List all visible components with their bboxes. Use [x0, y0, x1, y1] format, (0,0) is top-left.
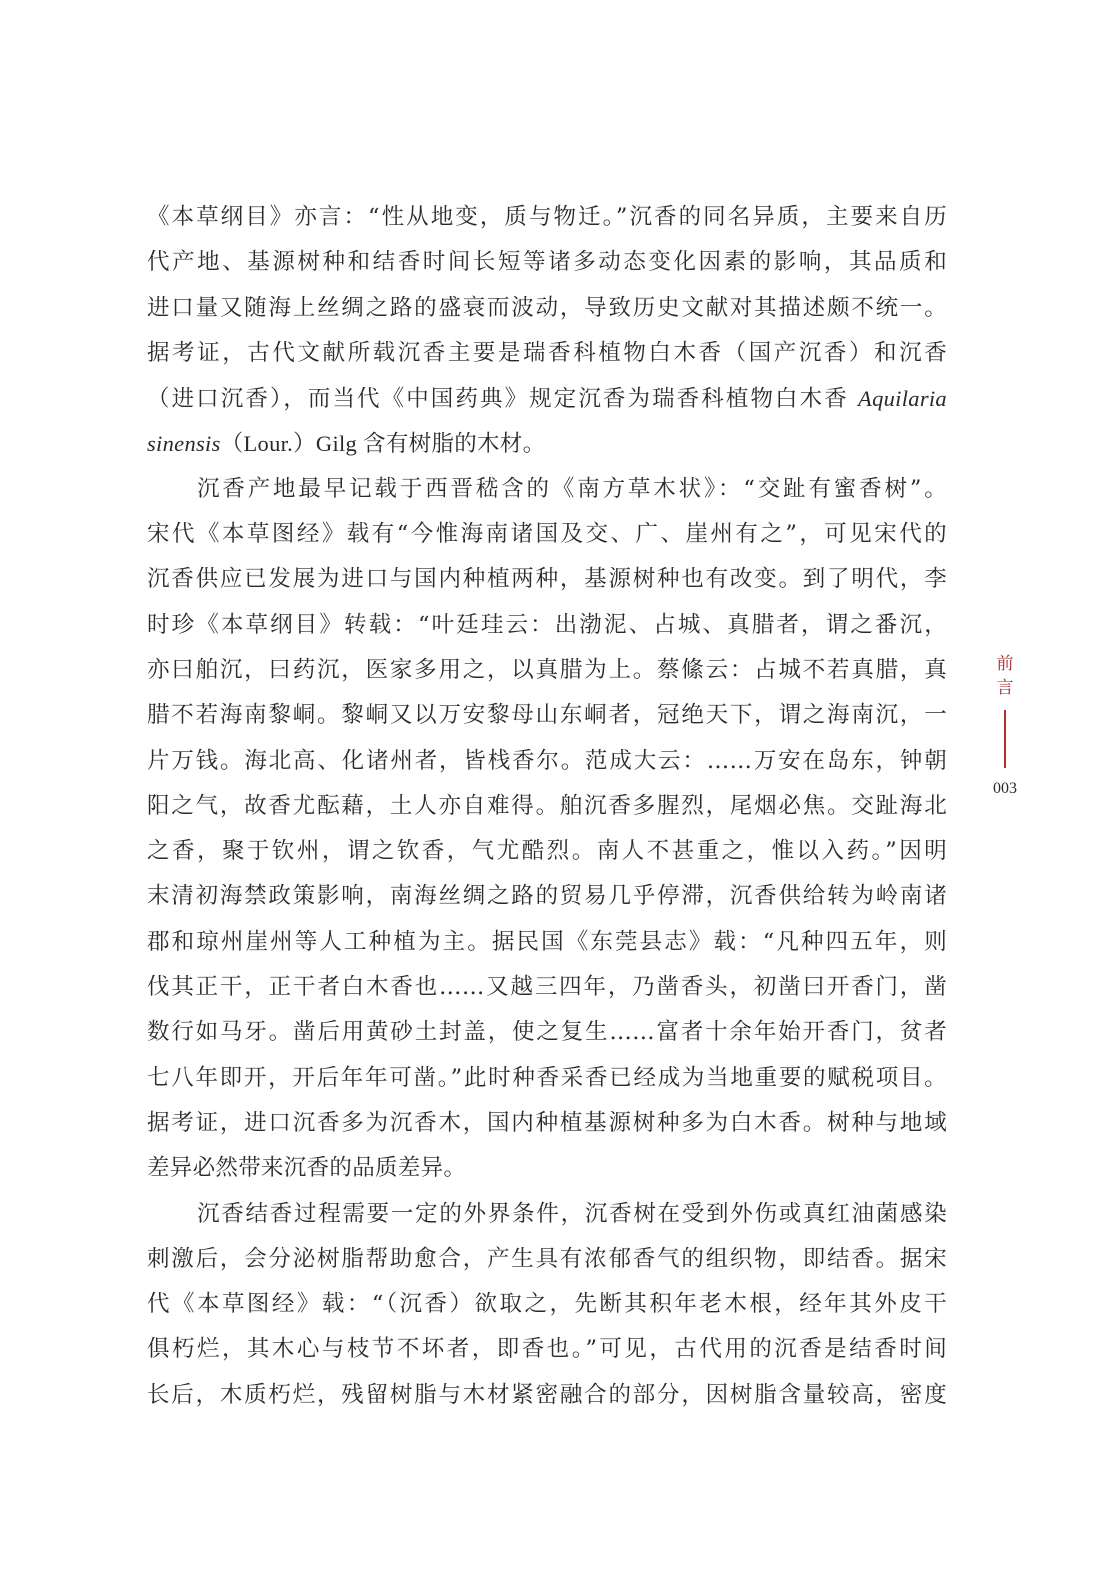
text-line: 沉香供应已发展为进口与国内种植两种，基源树种也有改变。到了明代，李 — [147, 566, 947, 593]
side-marker — [985, 652, 1025, 798]
text-span: （进口沉香），而当代《中国药典》规定沉香为瑞香科植物白木香 — [147, 386, 859, 413]
text-line: 末清初海禁政策影响，南海丝绸之路的贸易几乎停滞，沉香供给转为岭南诸 — [147, 883, 947, 910]
text-line: 腊不若海南黎峒。黎峒又以万安黎母山东峒者，冠绝天下，谓之海南沉，一 — [147, 702, 947, 729]
text-line: 差异必然带来沉香的品质差异。 — [147, 1155, 467, 1182]
text-line — [147, 376, 947, 421]
text-line: 俱朽烂，其木心与枝节不坏者，即香也。”可见，古代用的沉香是结香时间 — [147, 1336, 947, 1363]
vertical-rule — [1004, 710, 1006, 768]
text-line: 数行如马牙。凿后用黄砂土封盖，使之复生……富者十余年始开香门，贫者 — [147, 1019, 947, 1046]
text-line: 据考证，进口沉香多为沉香木，国内种植基源树种多为白木香。树种与地域 — [147, 1109, 947, 1136]
paragraph-first-line: 沉香产地最早记载于西晋嵇含的《南方草木状》：“交趾有蜜香树”。 — [197, 475, 947, 502]
text-line: 《本草纲目》亦言：“性从地变，质与物迁。”沉香的同名异质，主要来自历 — [147, 204, 947, 230]
section-title-char: 言 — [996, 678, 1014, 698]
text-line: 伐其正干，正干者白木香也……又越三四年，乃凿香头，初凿曰开香门，凿 — [147, 974, 947, 1001]
text-line: 七八年即开，开后年年可凿。”此时种香采香已经成为当地重要的赋税项目。 — [147, 1064, 947, 1091]
text-line: 据考证，古代文献所载沉香主要是瑞香科植物白木香（国产沉香）和沉香 — [147, 339, 947, 366]
page-number: 003 — [993, 780, 1017, 797]
text-line — [147, 421, 947, 466]
text-line: 进口量又随海上丝绸之路的盛衰而波动，导致历史文献对其描述颇不统一。 — [147, 294, 947, 321]
text-line: 刺激后，会分泌树脂帮助愈合，产生具有浓郁香气的组织物，即结香。据宋 — [147, 1245, 947, 1272]
text-line: 阳之气，故香尤酝藉，土人亦自难得。舶沉香多腥烈，尾烟必焦。交趾海北 — [147, 792, 947, 819]
paragraph-first-line: 沉香结香过程需要一定的外界条件，沉香树在受到外伤或真红油菌感染 — [197, 1200, 947, 1227]
text-line: 亦曰舶沉，曰药沉，医家多用之，以真腊为上。蔡絛云：占城不若真腊，真 — [147, 656, 947, 683]
text-span: （Lour.）Gilg 含有树脂的木材。 — [220, 431, 546, 457]
text-line: 宋代《本草图经》载有“今惟海南诸国及交、广、崖州有之”，可见宋代的 — [147, 521, 947, 548]
section-title-char: 前 — [996, 654, 1014, 674]
text-line: 代产地、基源树种和结香时间长短等诸多动态变化因素的影响，其品质和 — [147, 249, 947, 276]
species-epithet: sinensis — [147, 431, 221, 457]
text-line: 代《本草图经》载：“（沉香）欲取之，先断其积年老木根，经年其外皮干 — [147, 1291, 947, 1318]
text-line: 长后，木质朽烂，残留树脂与木材紧密融合的部分，因树脂含量较高，密度 — [147, 1381, 947, 1408]
text-line: 片万钱。海北高、化诸州者，皆栈香尔。范成大云：……万安在岛东，钟朝 — [147, 747, 947, 774]
genus-name: Aquilaria — [858, 386, 947, 412]
text-line: 郡和琼州崖州等人工种植为主。据民国《东莞县志》载：“凡种四五年，则 — [147, 928, 947, 955]
text-line: 时珍《本草纲目》转载：“叶廷珪云：出渤泥、占城、真腊者，谓之番沉， — [147, 611, 947, 638]
body-text — [147, 195, 947, 1418]
text-line: 之香，聚于钦州，谓之钦香，气尤酷烈。南人不甚重之，惟以入药。”因明 — [147, 838, 947, 865]
